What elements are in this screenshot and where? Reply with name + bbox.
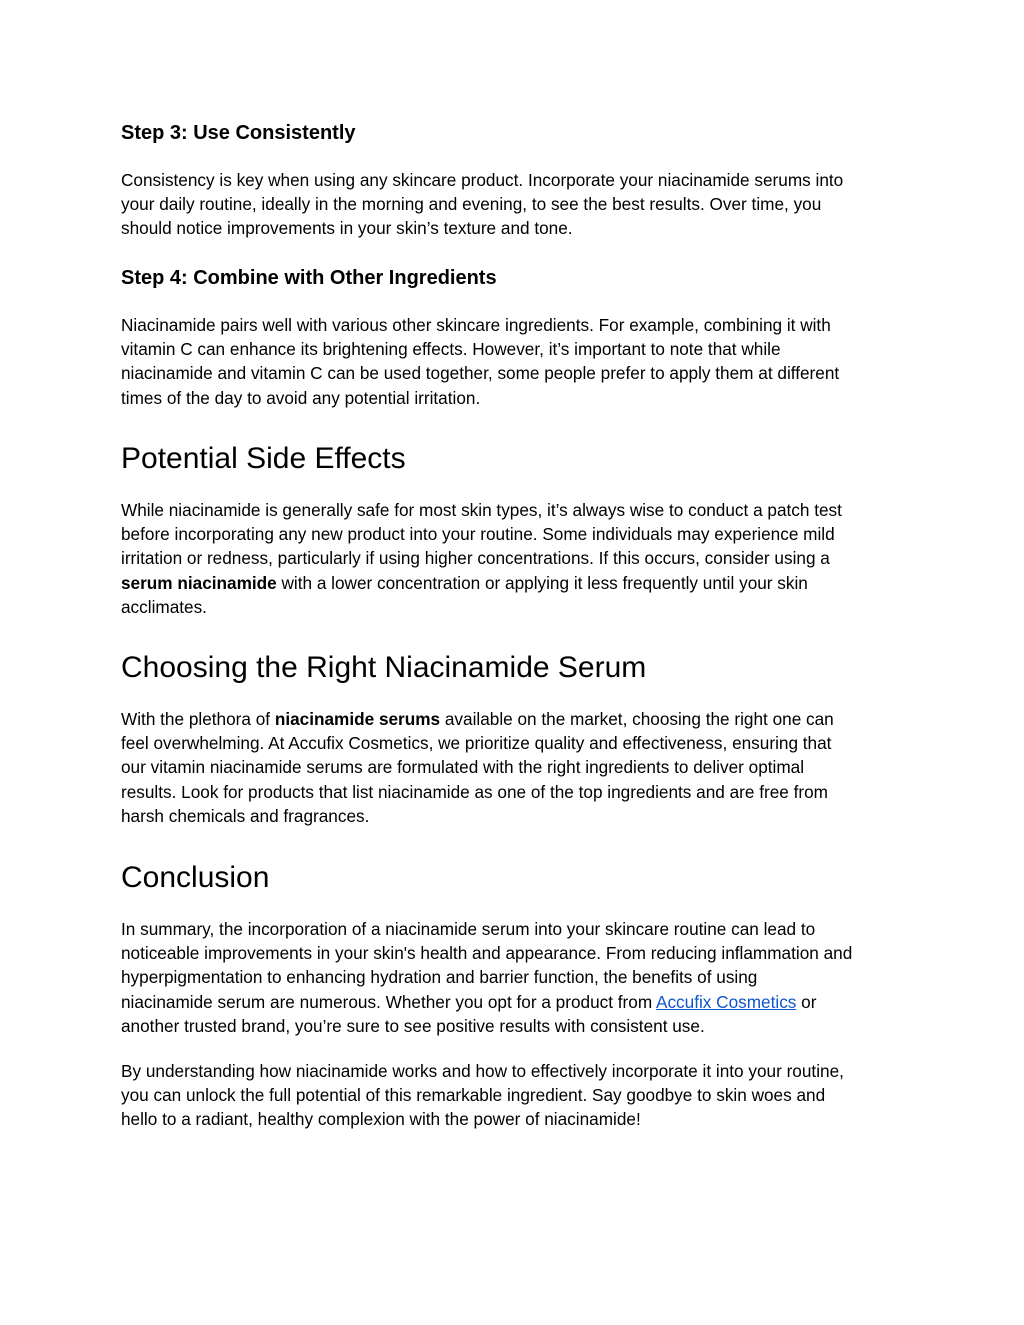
- step4-line-3: niacinamide and vitamin C can be used together, some people prefer to apply them at different: [121, 363, 840, 384]
- choosing-line-4: results. Look for products that list niacinamide as one of the top ingredients and are free from: [121, 781, 828, 802]
- conclusion-p2-line-3: hello to a radiant, healthy complexion with the power of niacinamide!: [121, 1109, 641, 1130]
- conclusion-line-4-post: or: [796, 991, 817, 1012]
- choosing-line-1-post: available on the market, choosing the right one can: [440, 709, 834, 729]
- step4-line-4: times of the day to avoid any potential irritation.: [121, 387, 481, 408]
- choosing-line-2: feel overwhelming. At Accufix Cosmetics, we prioritize quality and effectiveness, ensuring that: [121, 733, 832, 754]
- conclusion-paragraph-2: [121, 1059, 911, 1132]
- step4-paragraph: [121, 313, 911, 410]
- conclusion-line-3: hyperpigmentation to enhancing hydration and barrier function, the benefits of using: [121, 967, 758, 988]
- side-effects-heading: Potential Side Effects: [121, 442, 406, 475]
- side-effects-bold-term: serum niacinamide: [121, 572, 277, 593]
- conclusion-line-5: another trusted brand, you’re sure to see positive results with consistent use.: [121, 1015, 705, 1036]
- choosing-bold-term: niacinamide serums: [274, 709, 441, 729]
- conclusion-line-4-pre: niacinamide serum are numerous. Whether you opt for a product from: [121, 991, 656, 1012]
- conclusion-line-4: [121, 990, 911, 1014]
- choosing-line-1: [121, 707, 911, 731]
- step4-line-2: vitamin C can enhance its brightening effects. However, it’s important to note that while: [121, 339, 781, 360]
- side-effects-paragraph: [121, 498, 911, 619]
- step4-heading: Step 4: Combine with Other Ingredients: [121, 267, 497, 289]
- step3-line-1: Consistency is key when using any skincare product. Incorporate your niacinamide serums into: [121, 170, 844, 190]
- side-effects-line-4-rest: with a lower concentration or applying it less frequently until your skin: [276, 572, 808, 593]
- conclusion-p2-line-2: you can unlock the full potential of this remarkable ingredient. Say goodbye to skin woes and: [121, 1085, 826, 1106]
- choosing-line-5: harsh chemicals and fragrances.: [121, 805, 370, 826]
- accufix-cosmetics-link[interactable]: Accufix Cosmetics: [655, 991, 797, 1012]
- choosing-line-3: our vitamin niacinamide serums are formulated with the right ingredients to deliver optimal: [121, 757, 805, 778]
- step3-paragraph: [121, 168, 911, 241]
- choosing-line-1-pre: With the plethora of: [121, 709, 275, 729]
- conclusion-line-2: noticeable improvements in your skin's health and appearance. From reducing inflammation and: [121, 943, 853, 964]
- side-effects-line-2: before incorporating any new product into your routine. Some individuals may experience mild: [121, 524, 835, 545]
- side-effects-line-4: [121, 571, 911, 595]
- choosing-heading: Choosing the Right Niacinamide Serum: [121, 651, 647, 684]
- side-effects-line-3: irritation or redness, particularly if using higher concentrations. If this occurs, consider using a: [121, 548, 830, 569]
- conclusion-line-1: In summary, the incorporation of a niacinamide serum into your skincare routine can lead to: [121, 919, 816, 939]
- conclusion-heading: Conclusion: [121, 861, 270, 894]
- side-effects-line-1: While niacinamide is generally safe for most skin types, it’s always wise to conduct a patch test: [121, 500, 842, 520]
- choosing-paragraph: [121, 707, 911, 828]
- conclusion-p2-line-1: By understanding how niacinamide works and how to effectively incorporate it into your routine,: [121, 1061, 844, 1081]
- step4-line-1: Niacinamide pairs well with various other skincare ingredients. For example, combining it with: [121, 315, 831, 335]
- conclusion-paragraph-1: [121, 917, 911, 1038]
- step3-line-3: should notice improvements in your skin’s texture and tone.: [121, 218, 573, 239]
- step3-heading: Step 3: Use Consistently: [121, 122, 356, 144]
- side-effects-line-5: acclimates.: [121, 596, 207, 617]
- step3-line-2: your daily routine, ideally in the morning and evening, to see the best results. Over time, you: [121, 194, 822, 215]
